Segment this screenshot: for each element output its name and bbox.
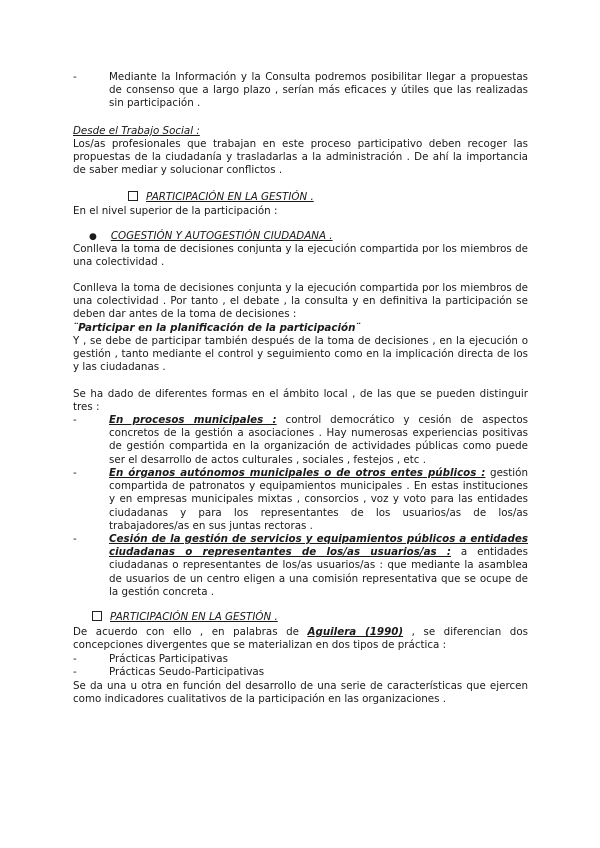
cogestion-p3: Y , se debe de participar también después de la toma de decisiones , en la ejecución o gestión , tanto mediante el control y seguimiento como en la implicación directa de los y las ciudadanas . <box>73 335 528 374</box>
checkbox-icon <box>92 611 102 621</box>
intro-item-text: Mediante la Información y la Consulta podremos posibilitar llegar a propuestas de consenso que a largo plazo , serían más eficaces y útiles que las realizadas sin participación . <box>109 71 528 110</box>
form-item-3 <box>73 533 528 599</box>
dash-marker: - <box>73 653 77 665</box>
cogestion-p2: Conlleva la toma de decisiones conjunta y la ejecución compartida por los miembros de una colectividad . Por tanto , el debate , la consulta y en definitiva la participación se deben dar antes de la toma de decisiones : <box>73 282 528 321</box>
dash-marker: - <box>73 71 77 83</box>
section2-p1: De acuerdo con ello , en palabras de Aguilera (1990) , se diferencian dos concepciones divergentes que se materializan en dos tipos de práctica : <box>73 626 528 652</box>
trabajo-social-text: Los/as profesionales que trabajan en este proceso participativo deben recoger las propuestas de la ciudadanía y trasladarlas a la administración . De ahí la importancia de saber mediar y solucionar conflictos . <box>73 138 528 177</box>
form-item-2 <box>73 467 528 533</box>
cogestion-p1: Conlleva la toma de decisiones conjunta y la ejecución compartida por los miembros de una colectividad . <box>73 243 528 269</box>
practice-item-2: - Prácticas Seudo-Participativas <box>73 666 265 678</box>
trabajo-social-heading: Desde el Trabajo Social : <box>73 125 200 137</box>
section2-p2: Se da una u otra en función del desarrollo de una serie de características que ejercen como indicadores cualitativos de la participación en las organizaciones . <box>73 680 528 706</box>
dash-marker: - <box>73 533 77 545</box>
form-item-1-label: En procesos municipales : <box>109 414 277 426</box>
form-item-3-text: a entidades ciudadanas o representantes de los/as usuarios/as : que mediante la asamblea de usuarios de un centro eligen a una comisión representativa que se ocupe de la gestión concreta . <box>109 546 528 598</box>
section1-intro: En el nivel superior de la participación : <box>73 205 278 217</box>
checkbox-icon <box>128 191 138 201</box>
form-item-3-label: Cesión de la gestión de servicios y equipamientos públicos a entidades ciudadanas o representantes de los/as usuarios/as : <box>109 533 528 559</box>
dash-marker: - <box>73 666 77 678</box>
bullet-icon: ● <box>89 232 97 242</box>
cogestion-quote: ¨Participar en la planificación de la participación¨ <box>73 322 361 334</box>
form-item-2-text: gestión compartida de patronatos y equipamientos municipales . En estas instituciones y en empresas municipales mixtas , consorcios , voz y voto para las entidades ciudadanas y para los representantes de los usuarios/as de los/as trabajadores/as en sus juntas rectoras . <box>109 467 528 532</box>
dash-marker: - <box>73 467 77 479</box>
form-item-2-label: En órganos autónomos municipales o de otros entes públicos : <box>109 467 486 479</box>
section1-heading: PARTICIPACIÓN EN LA GESTIÓN . <box>128 191 314 204</box>
practice-item-1: - Prácticas Participativas <box>73 653 228 665</box>
dash-marker: - <box>73 414 77 426</box>
cogestion-heading: ● COGESTIÓN Y AUTOGESTIÓN CIUDADANA . <box>89 230 333 244</box>
form-item-1-text: control democrático y cesión de aspectos concretos de la gestión a asociaciones . Hay numerosas experiencias positivas de gestión compartida en la organización de actividades públicas como puede ser el desarrollo de actos culturales , sociales , festejos , etc . <box>109 414 528 466</box>
intro-list-item <box>73 71 528 111</box>
author-citation: Aguilera (1990) <box>307 626 404 638</box>
form-item-1 <box>73 414 528 467</box>
cogestion-p4: Se ha dado de diferentes formas en el ámbito local , de las que se pueden distinguir tres : <box>73 388 528 414</box>
section2-heading: PARTICIPACIÓN EN LA GESTIÓN . <box>92 611 278 624</box>
